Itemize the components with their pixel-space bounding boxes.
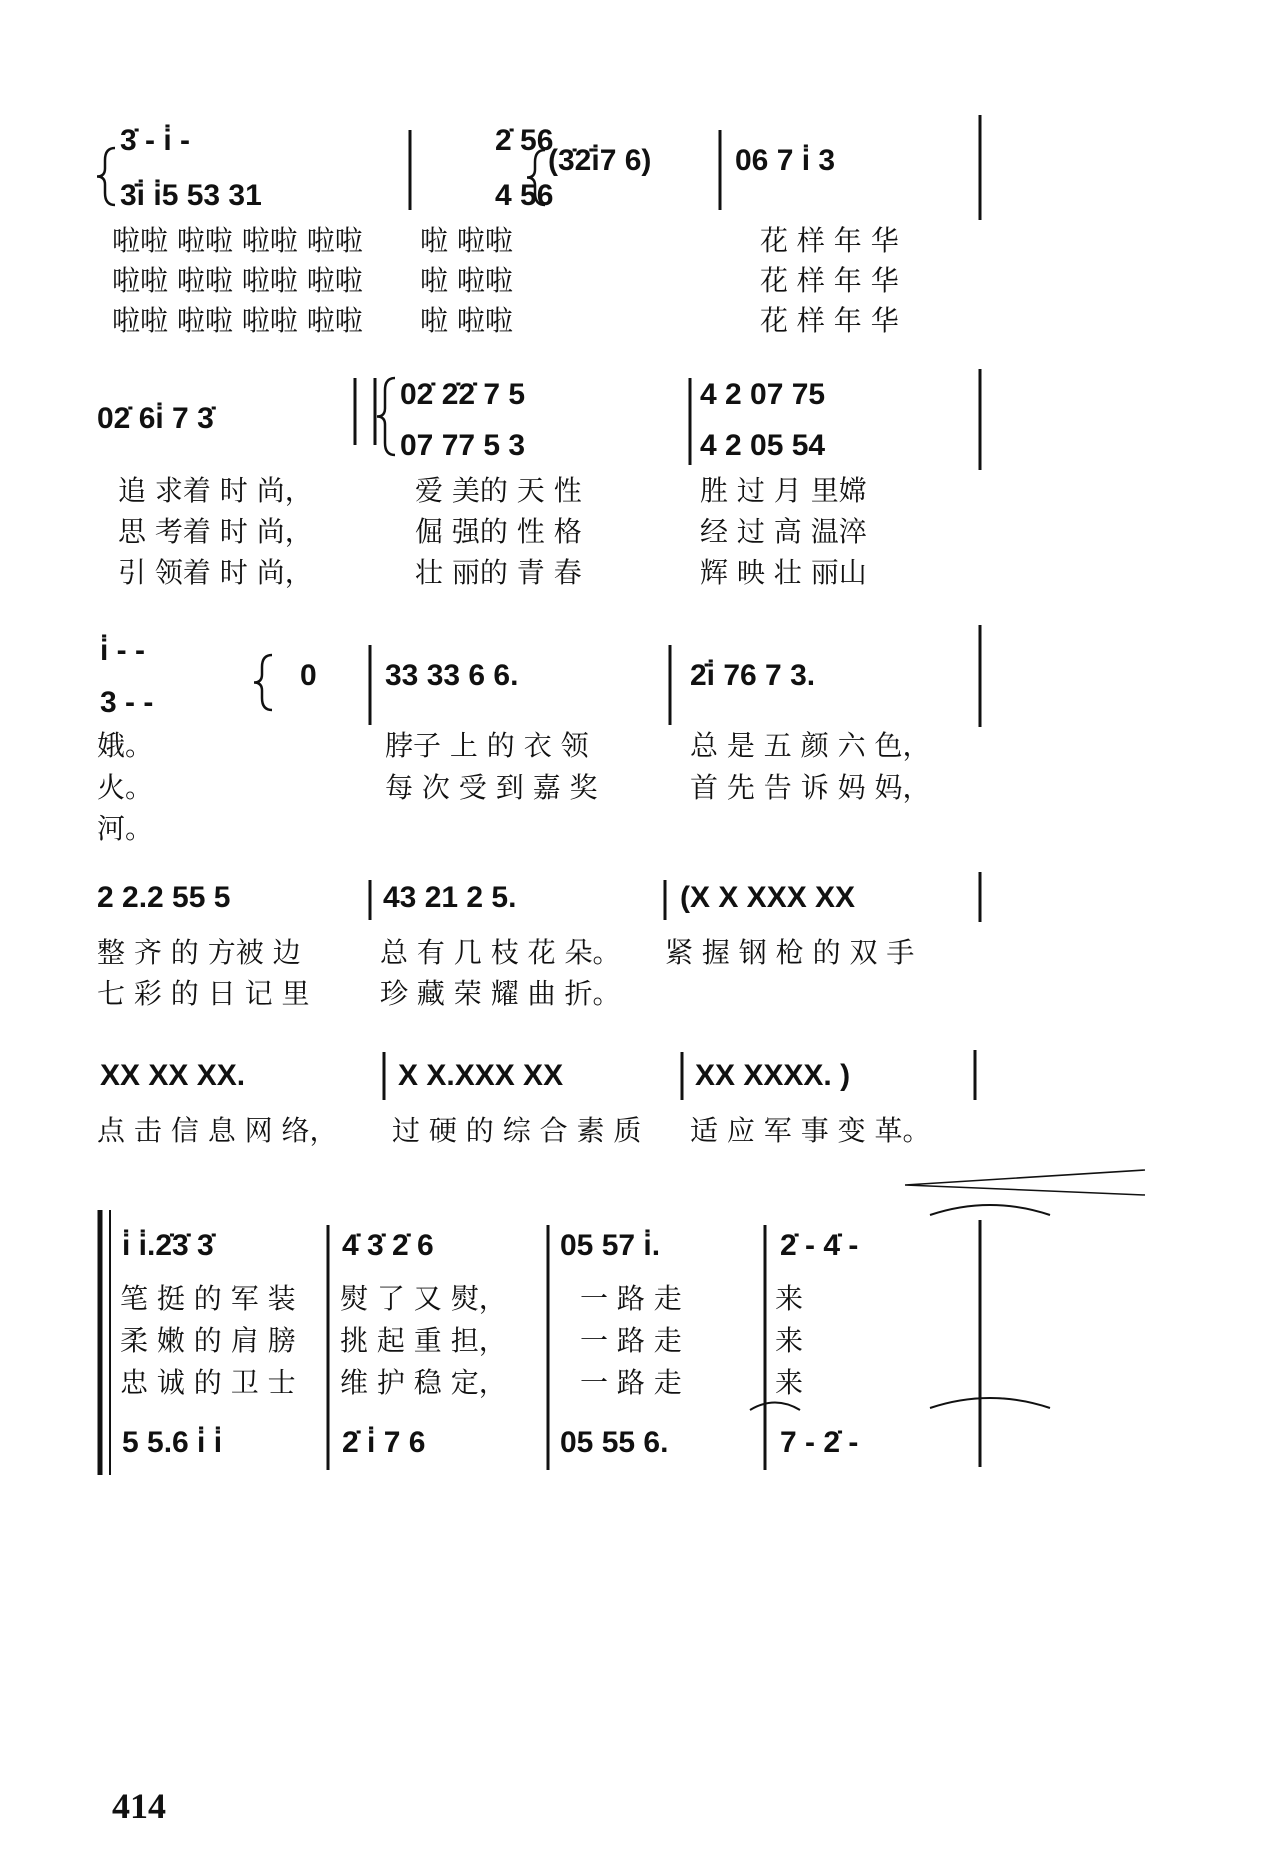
note-row: X X.XXX XX [398, 1059, 564, 1092]
lyric-text: 来 [775, 1366, 804, 1399]
lyric-text: 笔 挺 的 军 装 [120, 1282, 296, 1315]
note-row-upper: 2̇ - 4̇ - [780, 1229, 859, 1262]
lyric-text: 花 样 年 华 [760, 264, 899, 297]
slur [930, 1205, 1050, 1215]
note-row: XX XX XX. [100, 1059, 246, 1092]
note-row: 43 21 2 5. [383, 881, 517, 914]
lyric-text: 熨 了 又 熨， [340, 1282, 507, 1315]
note-row-lower: 4 56 [495, 179, 554, 212]
note-row: 2̇i̇ 76 7 3. [690, 659, 816, 692]
note-row-lower: 3̇i̇ i̇5 53 31 [120, 179, 262, 212]
lyric-text: 花 样 年 华 [760, 224, 899, 257]
page-number: 414 [112, 1786, 166, 1826]
note-row-upper: 05 57 i̇. [560, 1229, 661, 1262]
lyric-text: 经 过 高 温淬 [700, 515, 867, 548]
lyric-text: 忠 诚 的 卫 士 [120, 1366, 296, 1399]
lyric-text: 啦 啦啦 [420, 304, 513, 337]
hairpin [905, 1170, 1145, 1195]
lyric-text: 柔 嫩 的 肩 膀 [120, 1324, 296, 1357]
lyric-text: 点 击 信 息 网 络， [97, 1114, 338, 1147]
lyric-text: 一 路 走 [580, 1324, 682, 1357]
lyric-text: 追 求着 时 尚， [118, 474, 313, 507]
note-row-lower: 4 2 05 54 [700, 429, 826, 462]
lyric-text: 壮 丽的 青 春 [415, 556, 582, 589]
lyric-text: 啦啦 啦啦 啦啦 啦啦 [112, 264, 363, 297]
brace [97, 148, 115, 205]
lyric-text: 火。 [97, 771, 154, 804]
note-row: 33 33 6 6. [385, 659, 519, 692]
lyric-text: 挑 起 重 担， [340, 1324, 507, 1357]
lyric-text: 珍 藏 荣 耀 曲 折。 [380, 977, 621, 1010]
note-row-upper: 3̇ - i̇ - [120, 124, 191, 157]
note-row-lower: 05 55 6. [560, 1426, 669, 1459]
note-row: (X X XXX XX [680, 881, 856, 914]
lyric-text: 倔 强的 性 格 [415, 515, 582, 548]
lyric-text: 适 应 军 事 变 革。 [690, 1114, 931, 1147]
lyric-text: 脖子 上 的 衣 领 [385, 729, 589, 762]
slur [750, 1403, 800, 1411]
note-row-upper: 4 2 07 75 [700, 378, 826, 411]
lyric-text: 整 齐 的 方被 边 [97, 936, 301, 969]
lyric-text: 啦啦 啦啦 啦啦 啦啦 [112, 224, 363, 257]
lyric-text: 一 路 走 [580, 1282, 682, 1315]
note-row-lower: 7 - 2̇ - [780, 1426, 859, 1459]
lyric-text: 啦 啦啦 [420, 224, 513, 257]
note-row-upper: 2̇ 56 [495, 124, 554, 157]
lyric-text: 辉 映 壮 丽山 [700, 556, 867, 589]
lyric-text: 来 [775, 1282, 804, 1315]
brace [254, 655, 272, 710]
lyric-text: 过 硬 的 综 合 素 质 [392, 1114, 642, 1147]
lyric-text: 娥。 [97, 729, 154, 762]
lyric-text: 胜 过 月 里嫦 [700, 474, 867, 507]
lyric-text: 七 彩 的 日 记 里 [97, 977, 310, 1010]
lyric-text: 思 考着 时 尚， [118, 515, 313, 548]
lyric-text: 花 样 年 华 [760, 304, 899, 337]
note-row-upper: i̇ i̇.2̇3̇ 3̇ [122, 1229, 214, 1262]
note-row: XX XXXX. ) [695, 1059, 851, 1092]
slur [930, 1398, 1050, 1408]
lyric-text: 首 先 告 诉 妈 妈， [690, 771, 931, 804]
note-row-lower: 07 77 5 3 [400, 429, 526, 462]
brace [377, 378, 395, 455]
lyric-text: 来 [775, 1324, 804, 1357]
lyric-text: 紧 握 钢 枪 的 双 手 [665, 936, 915, 969]
lyric-text: 啦啦 啦啦 啦啦 啦啦 [112, 304, 363, 337]
note-row: 0 [300, 659, 317, 692]
note-row: (3̇2̇i̇7 6) [548, 144, 652, 177]
lyric-text: 啦 啦啦 [420, 264, 513, 297]
note-row-lower: 2̇ i̇ 7 6 [342, 1426, 426, 1459]
lyric-text: 引 领着 时 尚， [118, 556, 313, 589]
lyric-text: 爱 美的 天 性 [415, 474, 582, 507]
note-row-upper: i̇ - - [100, 634, 145, 667]
lyric-text: 总 有 几 枝 花 朵。 [380, 936, 621, 969]
note-row: 2 2.2 55 5 [97, 881, 231, 914]
note-row-lower: 5 5.6 i̇ i̇ [122, 1426, 223, 1459]
lyric-text: 维 护 稳 定， [340, 1366, 507, 1399]
lyric-text: 河。 [97, 812, 154, 845]
note-row: 02̇ 6i̇ 7 3̇ [97, 402, 214, 435]
note-row-upper: 02̇ 2̇2̇ 7 5 [400, 378, 526, 411]
note-row: 06 7 i̇ 3 [735, 144, 836, 177]
note-row-lower: 3 - - [100, 686, 154, 719]
lyric-text: 每 次 受 到 嘉 奖 [385, 771, 598, 804]
note-row-upper: 4̇ 3̇ 2̇ 6 [342, 1229, 434, 1262]
lyric-text: 总 是 五 颜 六 色， [690, 729, 931, 762]
lyric-text: 一 路 走 [580, 1366, 682, 1399]
